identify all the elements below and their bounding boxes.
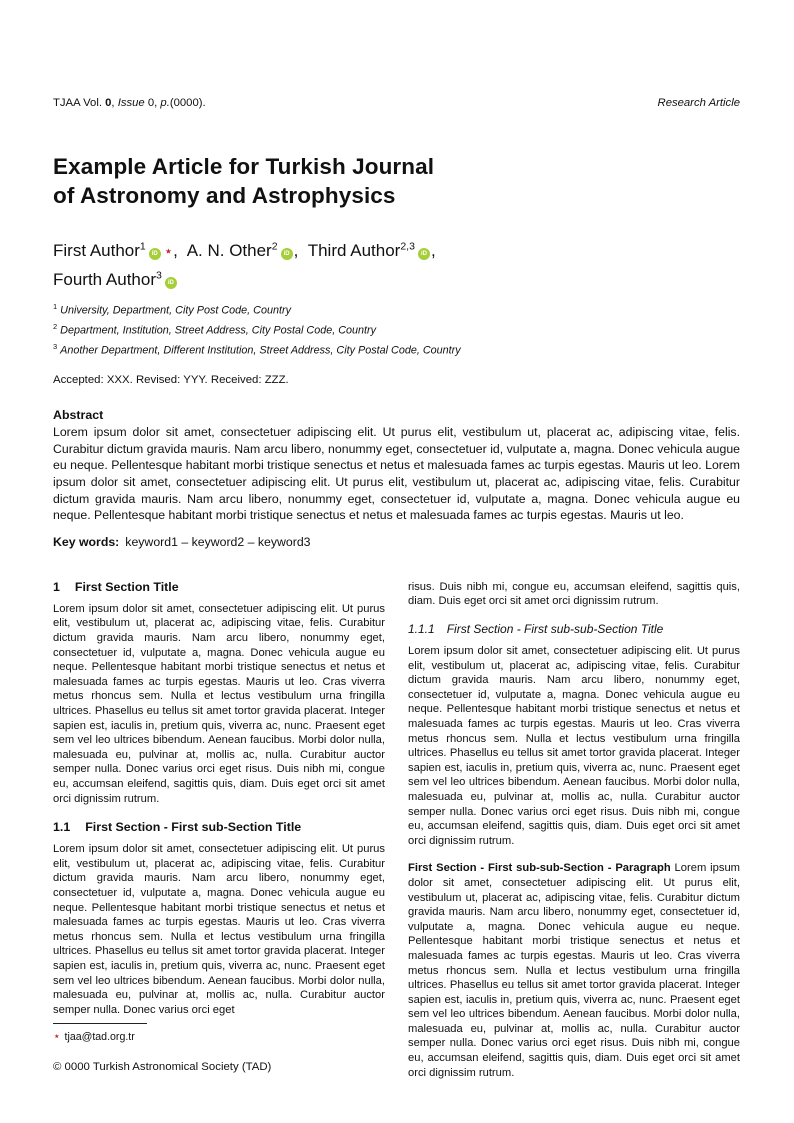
volume-number: 0 [105, 97, 112, 109]
masthead [53, 96, 740, 110]
abstract-text: Lorem ipsum dolor sit amet, consectetuer adipiscing elit. Ut purus elit, vestibulum ut, placerat ac, adipiscing vitae, felis. Curabitur dictum gravida mauris. Nam arcu libero, nonummy eget, consectetuer id, vulputate a, magna. Donec vehicula augue eu neque. Pellentesque habitant morbi tristique senectus et netus et malesuada fames ac turpis egestas. Mauris ut leo. Lorem ipsum dolor sit amet, consectetuer adipiscing elit. Ut purus elit, vestibulum ut, placerat ac, adipiscing vitae, felis. Curabitur dictum gravida mauris. Nam arcu libero, nonummy eget, consectetuer id, vulputate a, magna. Donec vehicula augue eu neque. Pellentesque habitant morbi tristique senectus et netus et malesuada fames ac turpis egestas. Mauris ut leo. [53, 425, 740, 523]
separator: , [293, 241, 299, 260]
section-number: 1 [53, 579, 60, 594]
author-affil-ref: 2 [271, 240, 278, 253]
author-name: Third Author [307, 241, 401, 260]
section-title: First Section - First sub-sub-Section Title [446, 622, 664, 637]
journal-name: TJAA Vol. [53, 97, 102, 109]
affiliation-list [53, 299, 740, 359]
article-type-label: Research Article [657, 97, 740, 109]
author-name: Fourth Author [53, 270, 157, 289]
section-heading-1-1-1 [408, 622, 740, 637]
author-list [53, 237, 740, 294]
abstract-section [53, 407, 740, 524]
orcid-id-glyph: iD [420, 251, 427, 257]
section-heading-1-1 [53, 820, 385, 835]
section-heading-1 [53, 580, 385, 595]
author-affil-ref: 3 [156, 269, 162, 282]
page-number: (0000). [169, 97, 206, 109]
publication-history: Accepted: XXX. Revised: YYY. Received: ZZZ. [53, 374, 289, 387]
separator: , [430, 241, 436, 260]
affiliation [53, 339, 740, 359]
author-affil-ref: 2,3 [400, 240, 415, 253]
section-title: First Section Title [74, 579, 179, 594]
author-line-1 [53, 237, 740, 266]
orcid-id-glyph: iD [167, 280, 174, 286]
paper-title [53, 152, 740, 210]
affiliation-text: Department, Institution, Street Address, City Postal Code, Country [60, 324, 377, 337]
section-1-paragraph: Lorem ipsum dolor sit amet, consectetuer adipiscing elit. Ut purus elit, vestibulum ut, placerat ac, adipiscing vitae, felis. Curabitur dictum gravida mauris. Nam arcu libero, nonummy eget, consectetuer id, vulputate a, magna. Donec vehicula augue eu neque. Pellentesque habitant morbi tristique senectus et netus et malesuada fames ac turpis egestas. Mauris ut leo. Cras viverra metus rhoncus sem. Nulla et lectus vestibulum urna fringilla ultrices. Phasellus eu tellus sit amet tortor gravida placerat. Integer sapien est, iaculis in, pretium quis, viverra ac, nunc. Praesent eget sem vel leo ultrices bibendum. Aenean faucibus. Morbi dolor nulla, malesuada eu, pulvinar at, mollis ac, nulla. Curabitur auctor semper nulla. Donec varius orci eget risus. Duis nibh mi, congue eu, accumsan eleifend, sagittis quis, diam. Duis eget orci sit amet orci dignissim rutrum. [53, 602, 385, 805]
journal-citation [53, 96, 206, 110]
keywords-text: keyword1 – keyword2 – keyword3 [125, 534, 311, 549]
affiliation-number: 1 [53, 302, 58, 311]
corresponding-author-footnote [53, 1029, 135, 1043]
affiliation-number: 2 [53, 322, 58, 332]
paper-title-line2: of Astronomy and Astrophysics [53, 183, 396, 208]
page-label: p. [160, 97, 170, 109]
orcid-id-glyph: iD [283, 251, 290, 257]
abstract-heading: Abstract [53, 408, 104, 423]
orcid-icon[interactable] [418, 248, 430, 260]
affiliation-number: 3 [53, 342, 58, 352]
runin-paragraph-text: Lorem ipsum dolor sit amet, consectetuer adipiscing elit. Ut purus elit, vestibulum ut, placerat ac, adipiscing vitae, felis. Curabitur dictum gravida mauris. Nam arcu libero, nonummy eget, consectetuer id, vulputate a, magna. Donec vehicula augue eu neque. Pellentesque habitant morbi tristique senectus et netus et malesuada fames ac turpis egestas. Mauris ut leo. Cras viverra metus rhoncus sem. Nulla et lectus vestibulum urna fringilla ultrices. Phasellus eu tellus sit amet tortor gravida placerat. Integer sapien est, iaculis in, pretium quis, viverra ac, nunc. Praesent eget sem vel leo ultrices bibendum. Aenean faucibus. Morbi dolor nulla, malesuada eu, pulvinar at, mollis ac, nulla. Curabitur auctor semper nulla. Donec varius orci eget risus. Duis nibh mi, congue eu, accumsan eleifend, sagittis quis, diam. Duis eget orci sit amet orci dignissim rutrum. [408, 862, 740, 1079]
paper-title-line1: Example Article for Turkish Journal [53, 154, 435, 179]
orcid-icon[interactable] [149, 248, 161, 260]
author-name: First Author [53, 241, 140, 260]
affiliation-text: Another Department, Different Institution, Street Address, City Postal Code, Country [60, 344, 461, 357]
two-column-body [53, 578, 740, 1080]
affiliation [53, 319, 740, 339]
right-column [408, 578, 740, 1080]
section-number: 1.1 [53, 820, 71, 835]
separator: , [111, 97, 115, 109]
section-number: 1.1.1 [408, 622, 435, 637]
separator: , [173, 241, 178, 260]
keywords-line [53, 535, 740, 549]
section-1-1-paragraph-continuation: risus. Duis nibh mi, congue eu, accumsan eleifend, sagittis quis, diam. Duis eget orci sit amet orci dignissim rutrum. [408, 580, 740, 608]
orcid-icon[interactable] [165, 277, 177, 289]
left-column [53, 578, 385, 1080]
runin-paragraph [408, 861, 740, 1080]
footnote-star-marker: ⋆ [53, 1029, 61, 1043]
keywords-label: Key words: [53, 534, 120, 549]
author-line-2 [53, 266, 740, 294]
runin-paragraph-heading: First Section - First sub-sub-Section - Paragraph [408, 862, 671, 875]
footnote-email-link[interactable]: tjaa@tad.org.tr [64, 1031, 135, 1043]
section-1-1-1-paragraph: Lorem ipsum dolor sit amet, consectetuer adipiscing elit. Ut purus elit, vestibulum ut, placerat ac, adipiscing vitae, felis. Curabitur dictum gravida mauris. Nam arcu libero, nonummy eget, consectetuer id, vulputate a, magna. Donec vehicula augue eu neque. Pellentesque habitant morbi tristique senectus et netus et malesuada fames ac turpis egestas. Mauris ut leo. Cras viverra metus rhoncus sem. Nulla et lectus vestibulum urna fringilla ultrices. Phasellus eu tellus sit amet tortor gravida placerat. Integer sapien est, iaculis in, pretium quis, viverra ac, nunc. Praesent eget sem vel leo ultrices bibendum. Aenean faucibus. Morbi dolor nulla, malesuada eu, pulvinar at, mollis ac, nulla. Curabitur auctor semper nulla. Donec varius orci eget risus. Duis nibh mi, congue eu, accumsan eleifend, sagittis quis, diam. Duis eget orci sit amet orci dignissim rutrum. [408, 645, 740, 847]
copyright-line: © 0000 Turkish Astronomical Society (TAD) [53, 1061, 272, 1073]
orcid-id-glyph: iD [151, 251, 158, 257]
author-affil-ref: 1 [139, 240, 146, 253]
issue-number: 0, [147, 97, 158, 109]
footnote-rule [53, 1023, 147, 1024]
affiliation-text: University, Department, City Post Code, Country [60, 304, 291, 317]
section-1-1-paragraph: Lorem ipsum dolor sit amet, consectetuer adipiscing elit. Ut purus elit, vestibulum ut, placerat ac, adipiscing vitae, felis. Curabitur dictum gravida mauris. Nam arcu libero, nonummy eget, consectetuer id, vulputate a, magna. Donec vehicula augue eu neque. Pellentesque habitant morbi tristique senectus et netus et malesuada fames ac turpis egestas. Mauris ut leo. Cras viverra metus rhoncus sem. Nulla et lectus vestibulum urna fringilla ultrices. Phasellus eu tellus sit amet tortor gravida placerat. Integer sapien est, iaculis in, pretium quis, viverra ac, nunc. Praesent eget sem vel leo ultrices bibendum. Aenean faucibus. Morbi dolor nulla, malesuada eu, pulvinar at, mollis ac, nulla. Curabitur auctor semper nulla. Donec varius orci eget [53, 843, 385, 1016]
orcid-icon[interactable] [281, 248, 293, 260]
affiliation [53, 299, 740, 319]
corresponding-author-star: ⋆ [163, 243, 174, 260]
author-name: A. N. Other [186, 241, 272, 260]
section-title: First Section - First sub-Section Title [85, 820, 302, 835]
issue-label: Issue [117, 97, 145, 109]
